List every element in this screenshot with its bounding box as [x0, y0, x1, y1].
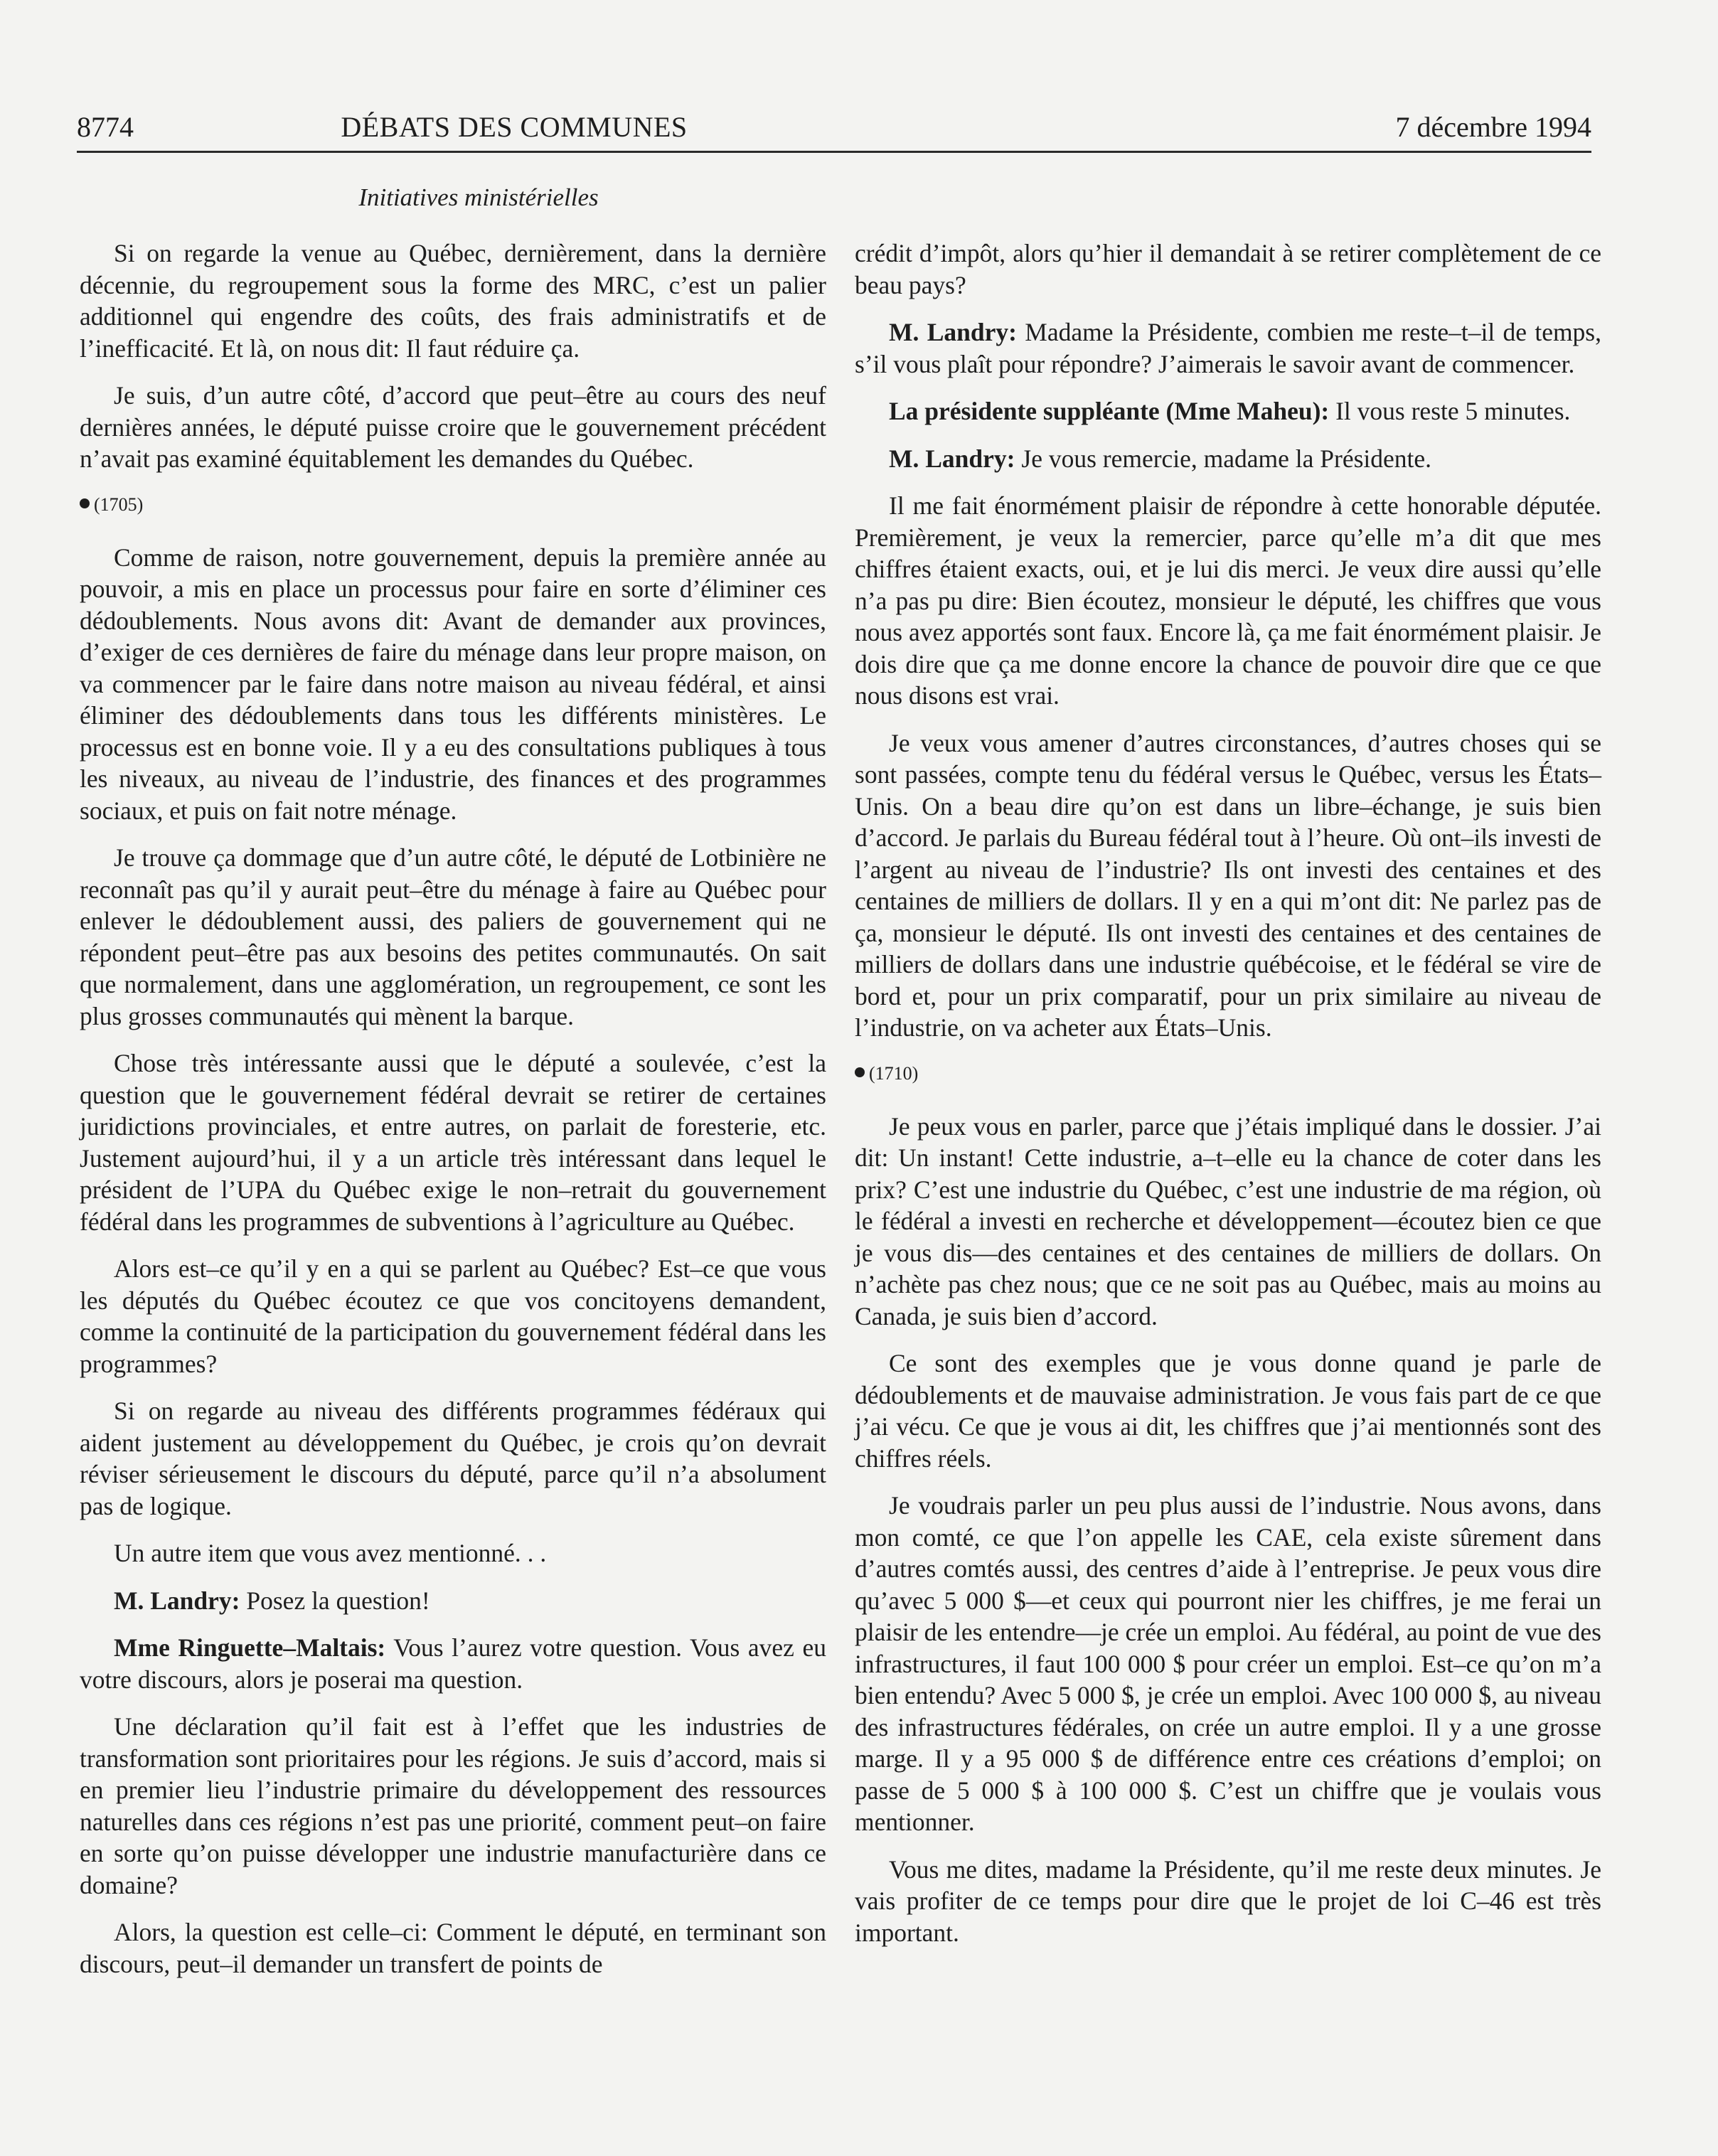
page-header	[77, 107, 1591, 148]
paragraph-text: Je vous remercie, madame la Présidente.	[1021, 444, 1432, 473]
paragraph-text: crédit d’impôt, alors qu’hier il demandait à se retirer complètement de ce beau pays?	[855, 239, 1601, 299]
paragraph	[855, 1854, 1601, 1949]
paragraph-text: Vous me dites, madame la Présidente, qu’il me reste deux minutes. Je vais profiter de ce temps pour dire que le projet de loi C–46 est très important.	[855, 1855, 1601, 1947]
paragraph	[80, 1916, 826, 1980]
time-marker	[855, 1060, 1601, 1088]
time-marker-text: (1710)	[869, 1062, 919, 1084]
paragraph-text: Chose très intéressante aussi que le député a soulevée, c’est la question que le gouvernement fédéral devrait se retirer de certaines juridictions provinciales, et entre autres, on parlait de foresterie, etc. Justement aujourd’hui, il y a un article très intéressant dans lequel le président de l’UPA du Québec exige le non–retrait du gouvernement fédéral dans les programmes de subventions à l’agriculture au Québec.	[80, 1049, 826, 1236]
speaker-name: M. Landry:	[114, 1586, 240, 1615]
page-number: 8774	[77, 111, 134, 143]
paragraph-text: Posez la question!	[246, 1586, 430, 1615]
right-column	[855, 238, 1601, 1964]
header-rule	[77, 151, 1591, 153]
paragraph	[855, 727, 1601, 1044]
paragraph-text: Il vous reste 5 minutes.	[1335, 397, 1571, 425]
paragraph-text: Je peux vous en parler, parce que j’étais impliqué dans le dossier. J’ai dit: Un instant! Cette industrie, a–t–elle eu la chance de coter dans les prix? C’est une industrie du Québec, c’est une industrie de ma région, où le fédéral a investi en recherche et développement—écoutez bien ce que je vous dis—des centaines et des centaines de milliers de dollars. On n’achète pas chez nous; que ce ne soit pas au Québec, mais au moins au Canada, je suis bien d’accord.	[855, 1111, 1601, 1330]
section-title: Initiatives ministérielles	[358, 183, 599, 211]
paragraph-text: Je trouve ça dommage que d’un autre côté, le député de Lotbinière ne reconnaît pas qu’il y aurait peut–être du ménage à faire au Québec pour enlever le dédoublement aussi, des paliers de gouvernement qui ne répondent peut–être pas aux besoins des petites communautés. On sait que normalement, dans une agglomération, un regroupement, ce sont les plus grosses communautés qui mènent la barque.	[80, 843, 826, 1030]
paragraph	[80, 380, 826, 475]
time-marker	[80, 491, 826, 519]
paragraph	[855, 395, 1601, 427]
paragraph-text: Alors est–ce qu’il y en a qui se parlent au Québec? Est–ce que vous les députés du Québec écoutez ce que vos concitoyens demandent, comme la continuité de la participation du gouvernement fédéral dans les programmes?	[80, 1254, 826, 1378]
paragraph	[80, 842, 826, 1032]
paragraph-text: Je veux vous amener d’autres circonstances, d’autres choses qui se sont passées, compte tenu du fédéral versus le Québec, versus les États–Unis. On a beau dire qu’on est dans un libre–échange, je suis bien d’accord. Je parlais du Bureau fédéral tout à l’heure. Où ont–ils investi de l’argent au niveau de l’industrie? Ils ont investi des centaines et des centaines de milliers de dollars. Il y en a qui m’ont dit: Ne parlez pas de ça, monsieur le député. Ils ont investi des centaines et des centaines de milliers de dollars dans une industrie québécoise, et le fédéral se vire de bord et, pour un prix comparatif, pour un prix similaire au niveau de l’industrie, on va acheter aux États–Unis.	[855, 728, 1601, 1042]
publication-title: DÉBATS DES COMMUNES	[341, 111, 688, 143]
paragraph-text: Je suis, d’un autre côté, d’accord que peut–être au cours des neuf dernières années, le député puisse croire que le gouvernement précédent n’avait pas examiné équitablement les demandes du Québec.	[80, 381, 826, 473]
paragraph-text: Vous l’aurez votre question. Vous avez eu votre discours, alors je poserai ma question.	[80, 1633, 827, 1694]
paragraph	[855, 490, 1601, 712]
paragraph	[855, 316, 1601, 380]
paragraph-text: Comme de raison, notre gouvernement, depuis la première année au pouvoir, a mis en place un processus pour faire en sorte d’éliminer ces dédoublements. Nous avons dit: Avant de demander aux provinces, d’exiger de ces dernières de faire du ménage dans leur propre maison, on va commencer par le faire dans notre maison au niveau fédéral, et ainsi éliminer des dédoublements dans tous les différents ministères. Le processus est en bonne voie. Il y a eu des consultations publiques à tous les niveaux, au niveau de l’industrie, des finances et des programmes sociaux, et puis on fait notre ménage.	[80, 543, 826, 825]
time-marker-text: (1705)	[94, 493, 144, 515]
left-column	[80, 238, 826, 1995]
speaker-name: Mme Ringuette–Maltais:	[114, 1633, 386, 1662]
paragraph	[855, 1490, 1601, 1838]
paragraph	[80, 1537, 826, 1569]
paragraph-text: Un autre item que vous avez mentionné. . .	[114, 1539, 547, 1567]
paragraph	[80, 1047, 826, 1237]
paragraph	[80, 1585, 826, 1617]
paragraph	[80, 1253, 826, 1379]
paragraph-text: Je voudrais parler un peu plus aussi de l’industrie. Nous avons, dans mon comté, ce que l’on appelle les CAE, cela existe sûrement dans d’autres comtés aussi, des centres d’aide à l’entreprise. Je peux vous dire qu’avec 5 000 $—et ceux qui pourront nier les chiffres, je me ferai un plaisir de les entendre—je crée un emploi. Au fédéral, au point de vue des infrastructures, il faut 100 000 $ pour créer un emploi. Est–ce qu’on m’a bien entendu? Avec 5 000 $, je crée un emploi. Avec 100 000 $, au niveau des infrastructures fédérales, on crée un autre emploi. Il y a une grosse marge. Il y a 95 000 $ de différence entre ces créations d’emploi; on passe de 5 000 $ à 100 000 $. C’est un chiffre que je voulais vous mentionner.	[855, 1491, 1601, 1836]
paragraph	[80, 1711, 826, 1901]
paragraph-text: Il me fait énormément plaisir de répondre à cette honorable députée. Premièrement, je veux la remercier, parce qu’elle m’a dit que mes chiffres étaient exacts, oui, et je lui dis merci. Je veux dire aussi qu’elle n’a pas pu dire: Bien écoutez, monsieur le député, les chiffres que vous nous avez apportés sont faux. Encore là, ça me fait énormément plaisir. Je dois dire que ça me donne encore la chance de pouvoir dire que ce que nous disons est vrai.	[855, 491, 1601, 710]
paragraph-text: Ce sont des exemples que je vous donne quand je parle de dédoublements et de mauvaise administration. Je vous fais part de ce que j’ai vécu. Ce que je vous ai dit, les chiffres que j’ai mentionnés sont des chiffres réels.	[855, 1349, 1601, 1473]
paragraph-text: Madame la Présidente, combien me reste–t–il de temps, s’il vous plaît pour répondre? J’aimerais le savoir avant de commencer.	[855, 318, 1602, 378]
paragraph	[80, 542, 826, 827]
bullet-icon	[80, 498, 90, 508]
bullet-icon	[855, 1067, 865, 1077]
speaker-name: La présidente suppléante (Mme Maheu):	[889, 397, 1330, 425]
speaker-name: M. Landry:	[889, 318, 1017, 346]
paragraph-text: Alors, la question est celle–ci: Comment le député, en terminant son discours, peut–il demander un transfert de points de	[80, 1918, 826, 1978]
paragraph	[80, 1395, 826, 1522]
paragraph-text: Une déclaration qu’il fait est à l’effet que les industries de transformation sont prioritaires pour les régions. Je suis d’accord, mais si en premier lieu l’industrie primaire du développement des ressources naturelles dans ces régions n’est pas une priorité, comment peut–on faire en sorte qu’on puisse développer une industrie manufacturière dans ce domaine?	[80, 1712, 826, 1899]
paragraph	[80, 1632, 826, 1695]
paragraph-text: Si on regarde au niveau des différents programmes fédéraux qui aident justement au développement du Québec, je crois qu’on devrait réviser sérieusement le discours du député, parce qu’il n’a absolument pas de logique.	[80, 1397, 826, 1520]
paragraph	[80, 238, 826, 364]
paragraph	[855, 443, 1601, 475]
paragraph	[855, 1111, 1601, 1333]
publication-date: 7 décembre 1994	[1395, 111, 1591, 143]
paragraph	[855, 238, 1601, 301]
paragraph-text: Si on regarde la venue au Québec, dernièrement, dans la dernière décennie, du regroupement sous la forme des MRC, c’est un palier additionnel qui engendre des coûts, des frais administratifs et de l’inefficacité. Et là, on nous dit: Il faut réduire ça.	[80, 239, 826, 363]
paragraph	[855, 1348, 1601, 1474]
speaker-name: M. Landry:	[889, 444, 1015, 473]
